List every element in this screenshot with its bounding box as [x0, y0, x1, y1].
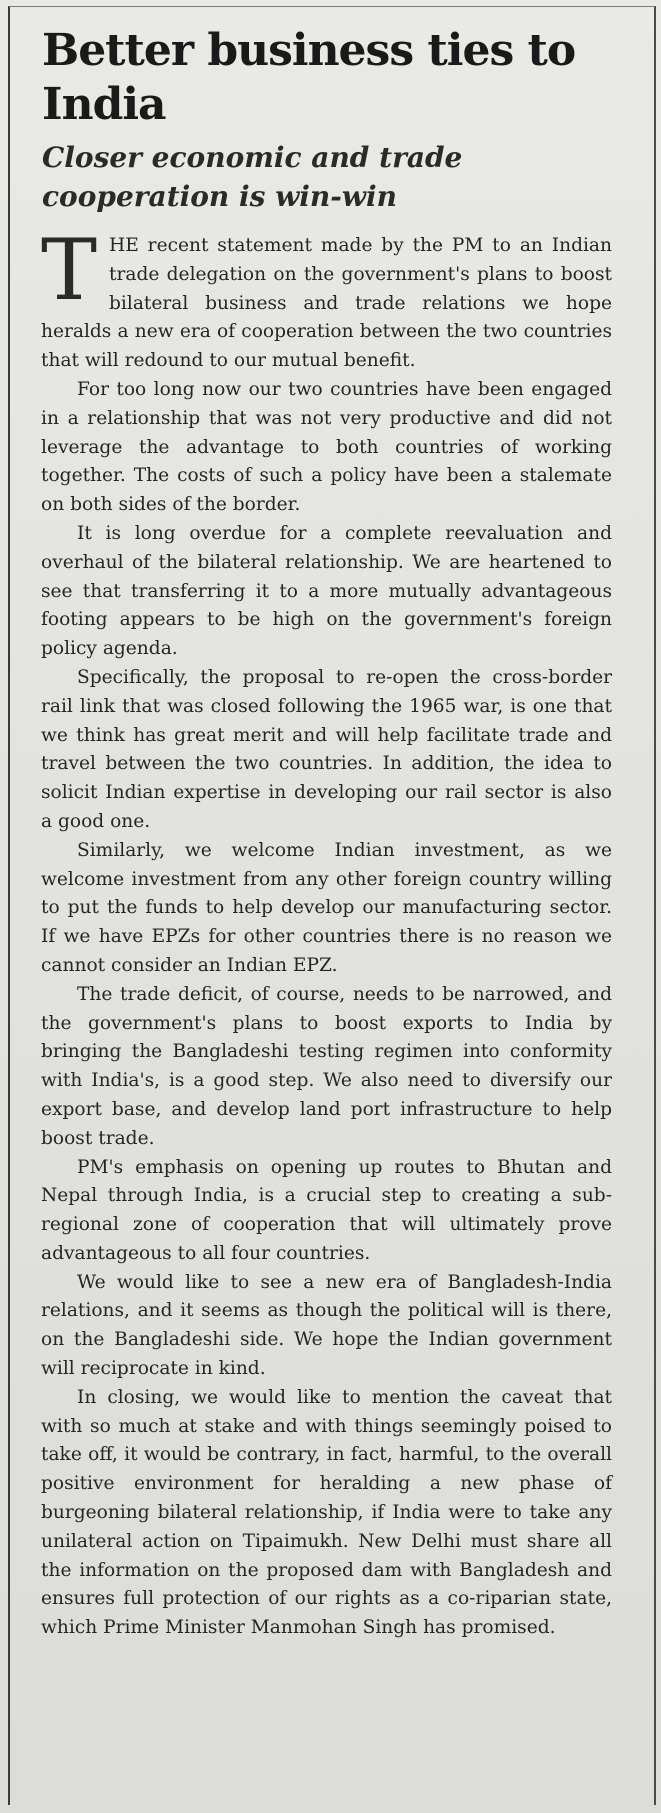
paragraph-8: We would like to see a new era of Bangladesh-India relations, and it seems as though the political will is there, on the Bangladeshi side. We hope the Indian government will reciprocate in kind.	[41, 1271, 612, 1380]
article-body	[41, 221, 612, 1643]
paragraph-9: In closing, we would like to mention the caveat that with so much at stake and with things seemingly poised to take off, it would be contrary, in fact, harmful, to the overall positive environment for heralding a new phase of burgeoning bilateral relationship, if India were to take any unilateral action on Tipaimukh. New Delhi must share all the information on the proposed dam with Bangladesh and ensures full protection of our rights as a co-riparian state, which Prime Minister Manmohan Singh has promised.	[41, 1386, 612, 1639]
paragraph-7: PM's emphasis on opening up routes to Bhutan and Nepal through India, is a crucial step to creating a sub-regional zone of cooperation that will ultimately prove advantageous to all four countries.	[41, 1156, 612, 1264]
paragraph-2: For too long now our two countries have been engaged in a relationship that was not very productive and did not leverage the advantage to both countries of working together. The costs of such a policy have been a stalemate on both sides of the border.	[41, 378, 612, 516]
paragraph-3: It is long overdue for a complete reevaluation and overhaul of the bilateral relationship. We are heartened to see that transferring it to a more mutually advantageous footing appears to be high on the government's foreign policy agenda.	[41, 522, 612, 660]
paragraph-1-text: HE recent statement made by the PM to an Indian trade delegation on the government's plans to boost bilateral business and trade relations we hope heralds a new era of cooperation between the two countries that will redound to our mutual benefit.	[41, 235, 612, 372]
paragraph-5: Similarly, we welcome Indian investment, as we welcome investment from any other foreign country willing to put the funds to help develop our manufacturing sector. If we have EPZs for other countries there is no reason we cannot consider an Indian EPZ.	[41, 839, 612, 976]
paragraph-1	[41, 221, 612, 376]
subheadline: Closer economic and trade cooperation is win-win	[42, 141, 463, 213]
drop-cap: T	[41, 221, 98, 319]
headline: Better business ties to India	[42, 25, 576, 130]
paragraph-6: The trade deficit, of course, needs to be narrowed, and the government's plans to boost exports to India by bringing the Bangladeshi testing regimen into conformity with India's, is a good step. We also need to diversify our export base, and develop land port infrastructure to help boost trade.	[41, 983, 612, 1149]
paragraph-4: Specifically, the proposal to re-open the cross-border rail link that was closed following the 1965 war, is one that we think has great merit and will help facilitate trade and travel between the two countries. In addition, the idea to solicit Indian expertise in developing our rail sector is also a good one.	[41, 666, 612, 832]
